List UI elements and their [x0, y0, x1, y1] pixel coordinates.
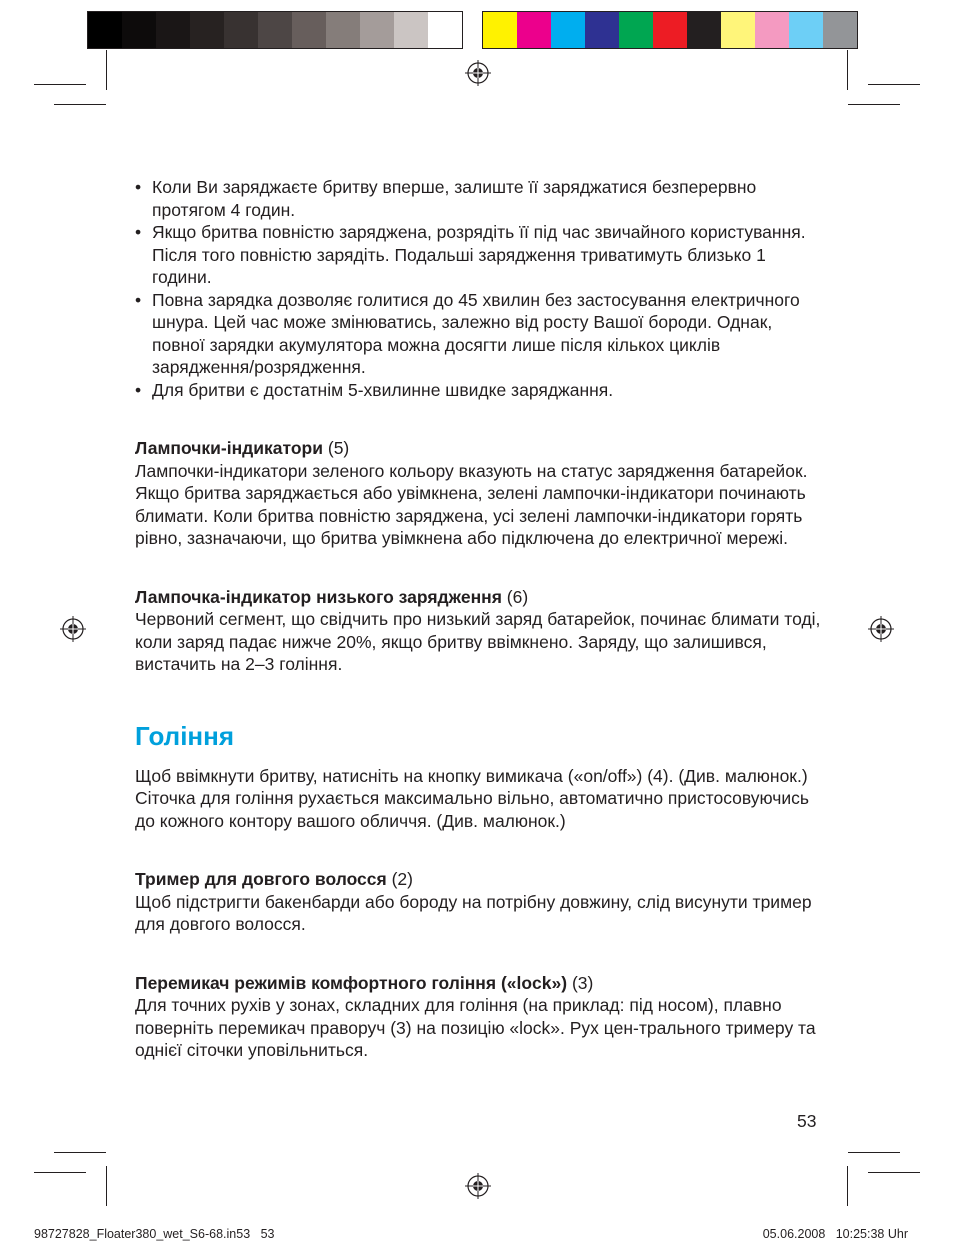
color-swatch	[721, 12, 755, 48]
section-heading: Перемикач режимів комфортного гоління («lock») (3)	[135, 972, 594, 993]
registration-mark-icon	[465, 60, 491, 86]
indicators-section	[135, 437, 825, 550]
color-swatch	[88, 12, 122, 48]
page-number: 53	[797, 1111, 817, 1131]
list-item: • Повна зарядка дозволяє голитися до 45 хвилин без застосування електричного шнура. Цей час може змінюватись, залежно від росту Вашої бороди. Однак, повної зарядки акумулятора можна досягти лише після кількох циклів зарядження/розрядження.	[135, 289, 825, 379]
color-swatch	[360, 12, 394, 48]
color-swatch	[224, 12, 258, 48]
shaving-title: Гоління	[135, 720, 234, 751]
crop-mark	[868, 84, 920, 85]
registration-mark-icon	[465, 1173, 491, 1199]
low-charge-section	[135, 586, 825, 676]
page-content	[135, 176, 825, 1062]
crop-mark	[106, 50, 107, 90]
crop-mark	[847, 1166, 848, 1206]
crop-mark	[34, 1172, 86, 1173]
crop-mark	[34, 84, 86, 85]
lock-section	[135, 972, 825, 1062]
footer-file-info: 98727828_Floater380_wet_S6-68.in53 53	[34, 1227, 275, 1241]
registration-mark-icon	[868, 616, 894, 642]
color-swatch	[653, 12, 687, 48]
crop-mark	[847, 50, 848, 90]
trimmer-section	[135, 868, 825, 936]
color-swatch	[789, 12, 823, 48]
color-swatch	[823, 12, 857, 48]
color-swatch	[755, 12, 789, 48]
color-swatch	[258, 12, 292, 48]
section-body: Щоб підстригти бакенбарди або бороду на потрібну довжину, слід висунути тример для довгого волосся.	[135, 891, 812, 934]
crop-mark	[868, 1172, 920, 1173]
list-item: • Для бритви є достатнім 5-хвилинне швидке заряджання.	[135, 379, 825, 402]
color-swatch	[517, 12, 551, 48]
list-item: • Якщо бритва повністю заряджена, розрядіть її під час звичайного користування. Після того повністю зарядіть. Подальші зарядження триватимуть близько 1 години.	[135, 221, 825, 289]
crop-mark	[54, 104, 106, 105]
registration-mark-icon	[60, 616, 86, 642]
color-swatch	[585, 12, 619, 48]
list-item: • Коли Ви заряджаєте бритву вперше, залиште її заряджатися безперервно протягом 4 годин.	[135, 176, 825, 221]
crop-mark	[106, 1166, 107, 1206]
section-heading: Лампочка-індикатор низького зарядження (6)	[135, 586, 529, 607]
color-swatch	[122, 12, 156, 48]
crop-mark	[848, 1152, 900, 1153]
shaving-paragraph: Сіточка для гоління рухається максимально вільно, автоматично пристосовуючись до кожного контору вашого обличчя. (Див. малюнок.)	[135, 788, 810, 831]
color-swatch	[619, 12, 653, 48]
color-swatch	[551, 12, 585, 48]
color-swatch	[292, 12, 326, 48]
crop-mark	[54, 1152, 106, 1153]
color-swatch	[687, 12, 721, 48]
section-heading: Тример для довгого волосся (2)	[135, 869, 413, 889]
section-body: Червоний сегмент, що свідчить про низький заряд батарейок, починає блимати тоді, коли заряд падає нижче 20%, якщо бритву ввімкнено. Заряду, що залишився, вистачить на 2–3 гоління.	[135, 609, 821, 674]
grayscale-bar	[87, 11, 463, 49]
color-swatch	[428, 12, 462, 48]
shaving-paragraph: Щоб ввімкнути бритву, натисніть на кнопку вимикача («on/off») (4). (Див. малюнок.)	[135, 765, 808, 786]
color-swatch	[326, 12, 360, 48]
color-swatch	[394, 12, 428, 48]
section-body: Для точних рухів у зонах, складних для гоління (на приклад: під носом), плавно поверніть перемикач праворуч (3) на позицію «lock». Рух цен-трального тримеру та однієї сіточки уповільниться.	[135, 995, 816, 1060]
crop-mark	[848, 104, 900, 105]
color-swatch	[156, 12, 190, 48]
color-bar	[482, 11, 858, 49]
section-body: Лампочки-індикатори зеленого кольору вказують на статус зарядження батарейок. Якщо бритва заряджається або увімкнена, зелені лампочки-індикатори починають блимати. Коли бритва повністю заряджена, усі зелені лампочки-індикатори горять рівно, зазначаючи, що бритва увімкнена або підключена до електричної мережі.	[135, 460, 808, 548]
charging-bullets	[135, 176, 825, 401]
section-heading: Лампочки-індикатори (5)	[135, 438, 350, 458]
footer-timestamp: 05.06.2008 10:25:38 Uhr	[762, 1227, 908, 1241]
color-swatch	[190, 12, 224, 48]
color-swatch	[483, 12, 517, 48]
